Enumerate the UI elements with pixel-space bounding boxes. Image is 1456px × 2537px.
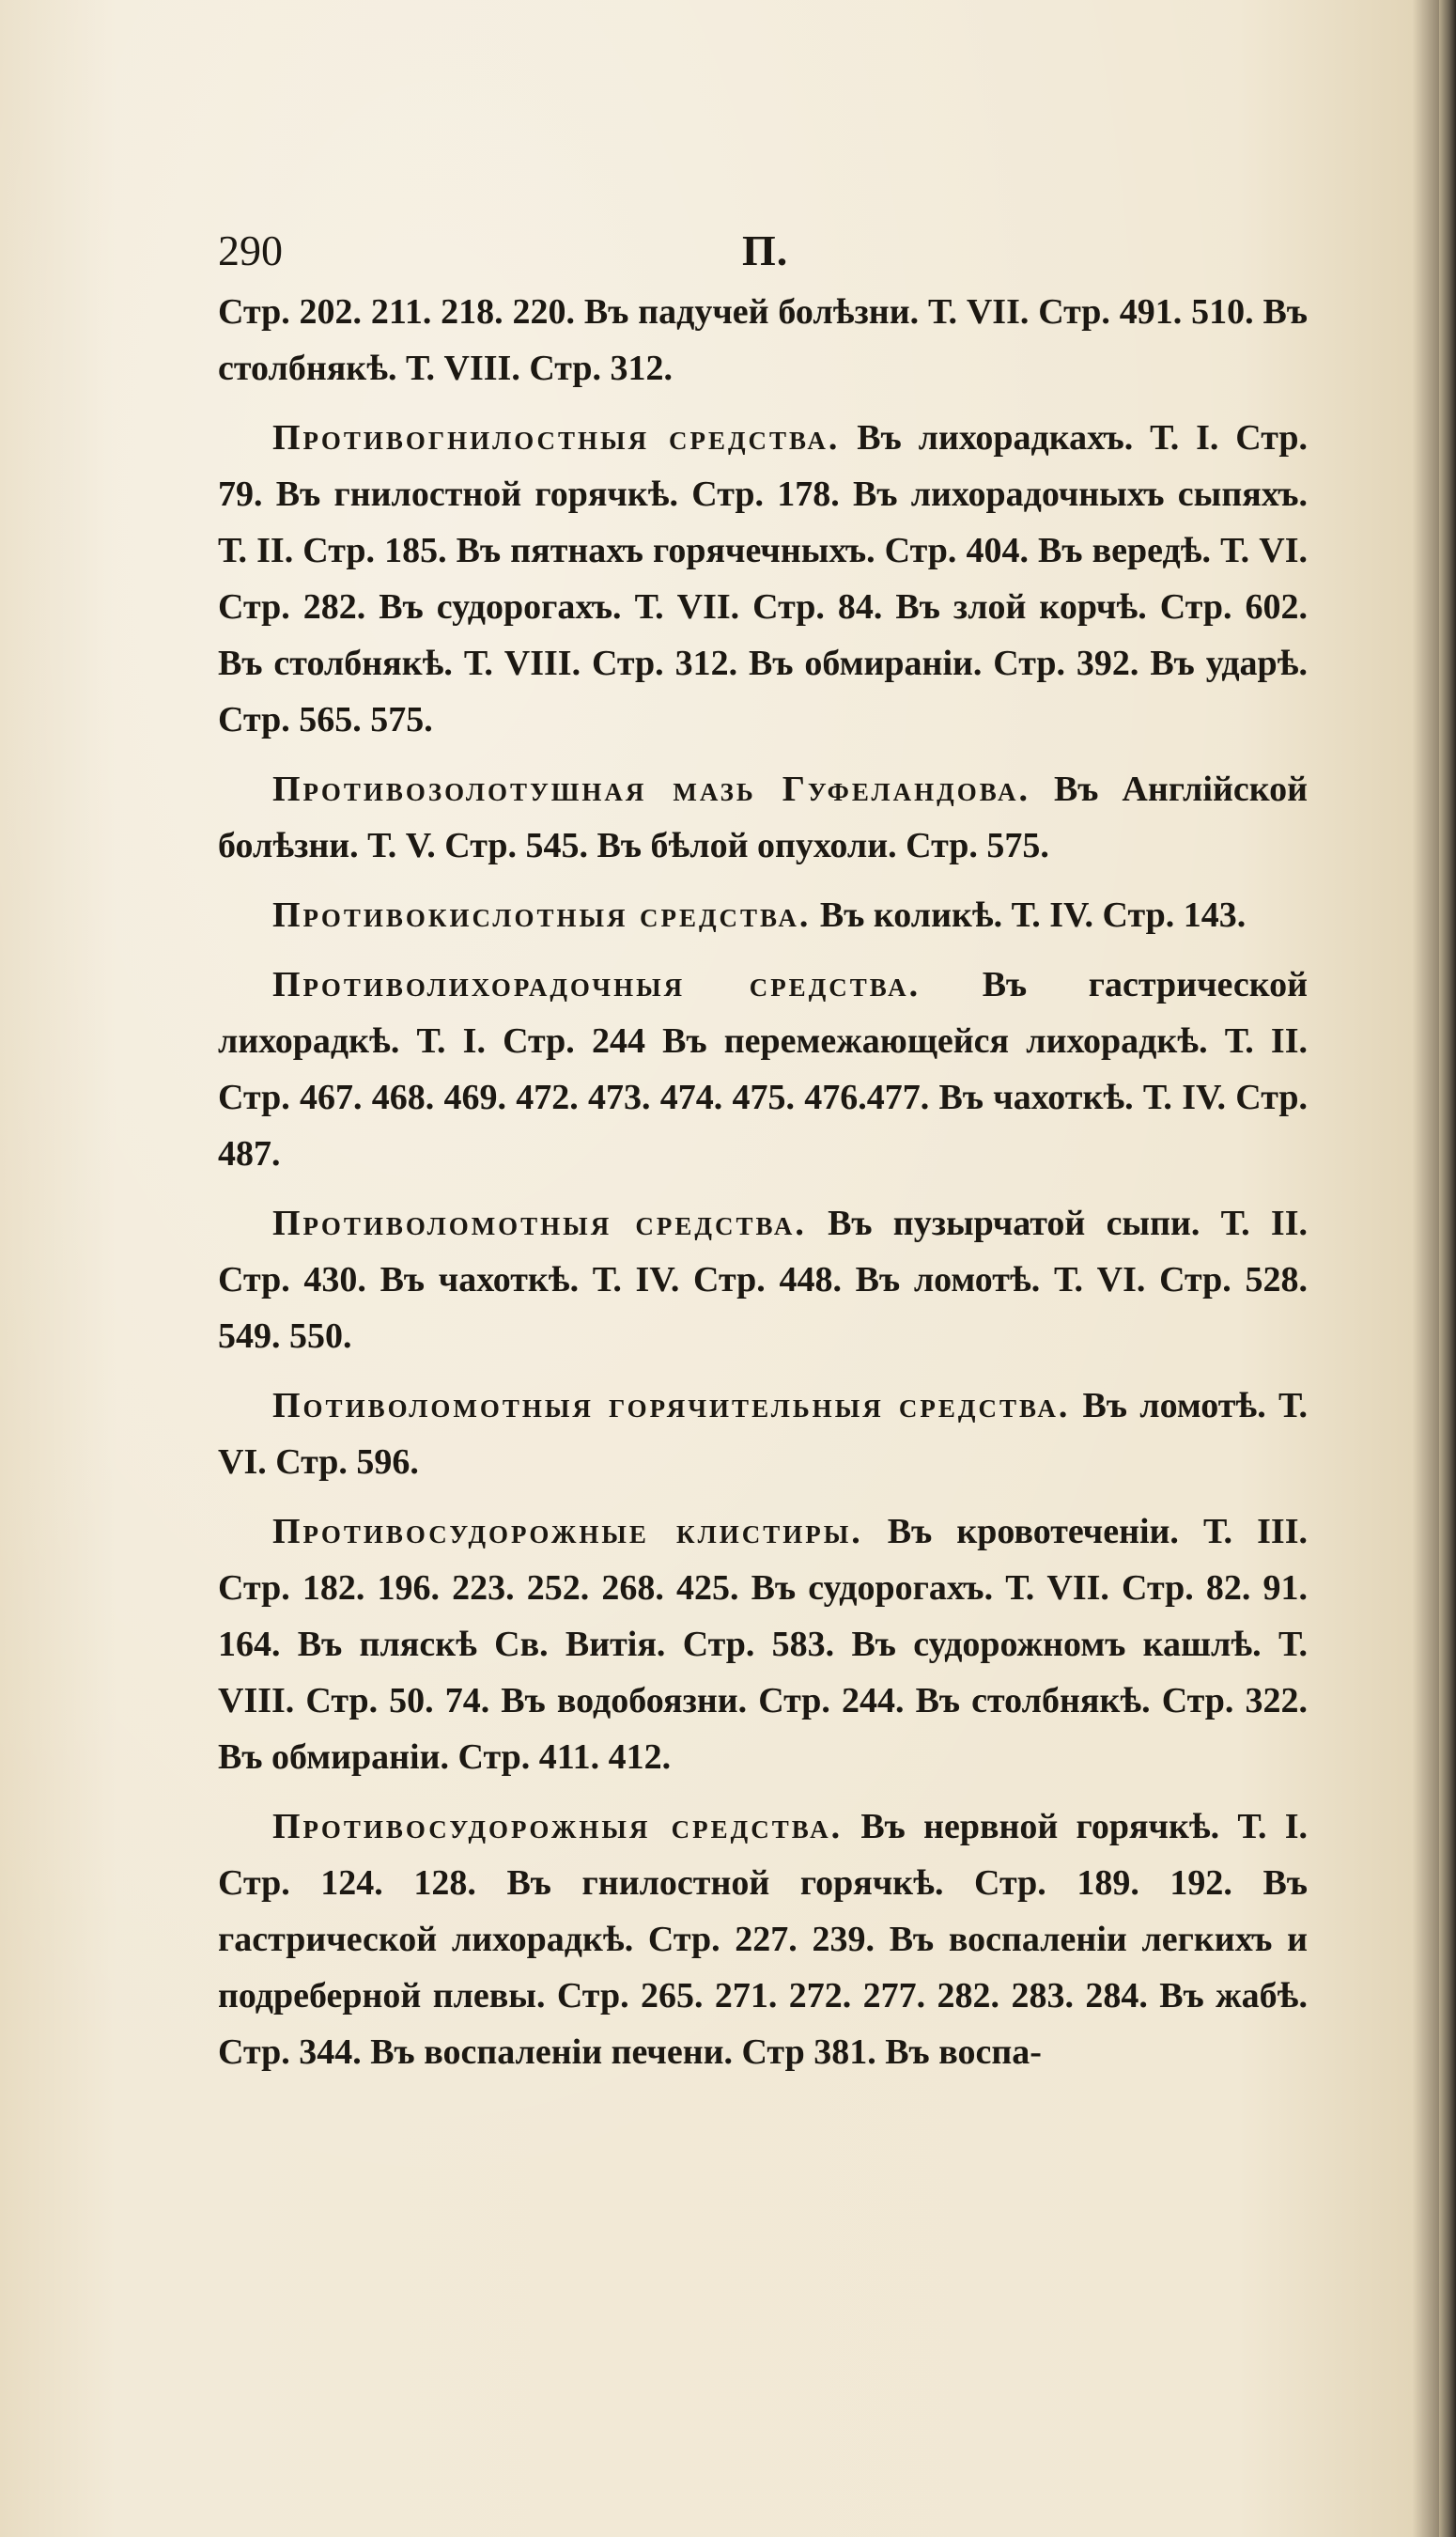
entry-term: Противосудорожные клистиры. [272, 1512, 863, 1551]
index-entry [218, 1503, 1308, 1785]
page-number: 290 [218, 226, 283, 274]
page-header [218, 226, 1308, 284]
index-entry [218, 1377, 1308, 1490]
entry-term: Противозолотушная мазь Гуфеландова. [272, 770, 1031, 809]
entry-text: Въ Англійской болѣзни. Т. V. Стр. 545. Въ бѣлой опухоли. Стр. 575. [218, 770, 1308, 865]
index-entry [218, 1195, 1308, 1364]
entry-term: Противолихорадочныя средства. [272, 965, 922, 1004]
entry-term: Потиволомотныя горячительныя средства. [272, 1386, 1071, 1425]
running-head: П. [742, 226, 789, 274]
entry-term: Противосудорожныя средства. [272, 1807, 844, 1846]
entry-text: Въ гастрической лихорадкѣ. Т. I. Стр. 244 Въ перемежающейся лихорадкѣ. Т. II. Стр. 467. 468. 469. 472. 473. 474. 475. 476.477. Въ чахоткѣ. Т. IV. Стр. 487. [218, 965, 1308, 1174]
entry-text: Въ кровотеченіи. Т. III. Стр. 182. 196. 223. 252. 268. 425. Въ судорогахъ. Т. VII. Стр. 82. 91. 164. Въ пляскѣ Св. Витія. Стр. 583. Въ судорожномъ кашлѣ. Т. VIII. Стр. 50. 74. Въ водобоязни. Стр. 244. Въ столбнякѣ. Стр. 322. Въ обмираніи. Стр. 411. 412. [218, 1512, 1308, 1777]
entry-term: Противоломотныя средства. [272, 1204, 807, 1243]
index-entry [218, 1798, 1308, 2080]
entry-term: Противокислотныя средства. [272, 895, 812, 935]
entry-text: Въ лихорадкахъ. Т. I. Стр. 79. Въ гнилостной горячкѣ. Стр. 178. Въ лихорадочныхъ сыпяхъ. Т. II. Стр. 185. Въ пятнахъ горячечныхъ. Стр. 404. Въ вередѣ. Т. VI. Стр. 282. Въ судорогахъ. Т. VII. Стр. 84. Въ злой корчѣ. Стр. 602. Въ столбнякѣ. Т. VIII. Стр. 312. Въ обмираніи. Стр. 392. Въ ударѣ. Стр. 565. 575. [218, 418, 1308, 739]
entry-text: Въ ломотѣ. Т. VI. Стр. 596. [218, 1386, 1308, 1482]
entry-term: Противогнилостныя средства. [272, 418, 841, 458]
index-entry-continued [218, 284, 1308, 397]
page-edge-shadow [1439, 0, 1456, 2537]
entry-text: Въ нервной горячкѣ. Т. I. Стр. 124. 128. Въ гнилостной горячкѣ. Стр. 189. 192. Въ гастрической лихорадкѣ. Стр. 227. 239. Въ воспаленіи легкихъ и подреберной плевы. Стр. 265. 271. 272. 277. 282. 283. 284. Въ жабѣ. Стр. 344. Въ воспаленіи печени. Стр 381. Въ воспа- [218, 1807, 1309, 2072]
entry-text: Въ коликѣ. Т. IV. Стр. 143. [811, 895, 1247, 935]
entry-text: Въ пузырчатой сыпи. Т. II. Стр. 430. Въ чахоткѣ. Т. IV. Стр. 448. Въ ломотѣ. Т. VI. Стр. 528. 549. 550. [218, 1204, 1308, 1356]
index-entry [218, 761, 1308, 874]
index-entry [218, 957, 1308, 1182]
index-entry [218, 410, 1308, 748]
index-entry [218, 887, 1308, 943]
entry-text: Стр. 202. 211. 218. 220. Въ падучей болѣзни. Т. VII. Стр. 491. 510. Въ столбнякѣ. Т. VIII. Стр. 312. [218, 292, 1308, 388]
page-content [218, 226, 1308, 2080]
